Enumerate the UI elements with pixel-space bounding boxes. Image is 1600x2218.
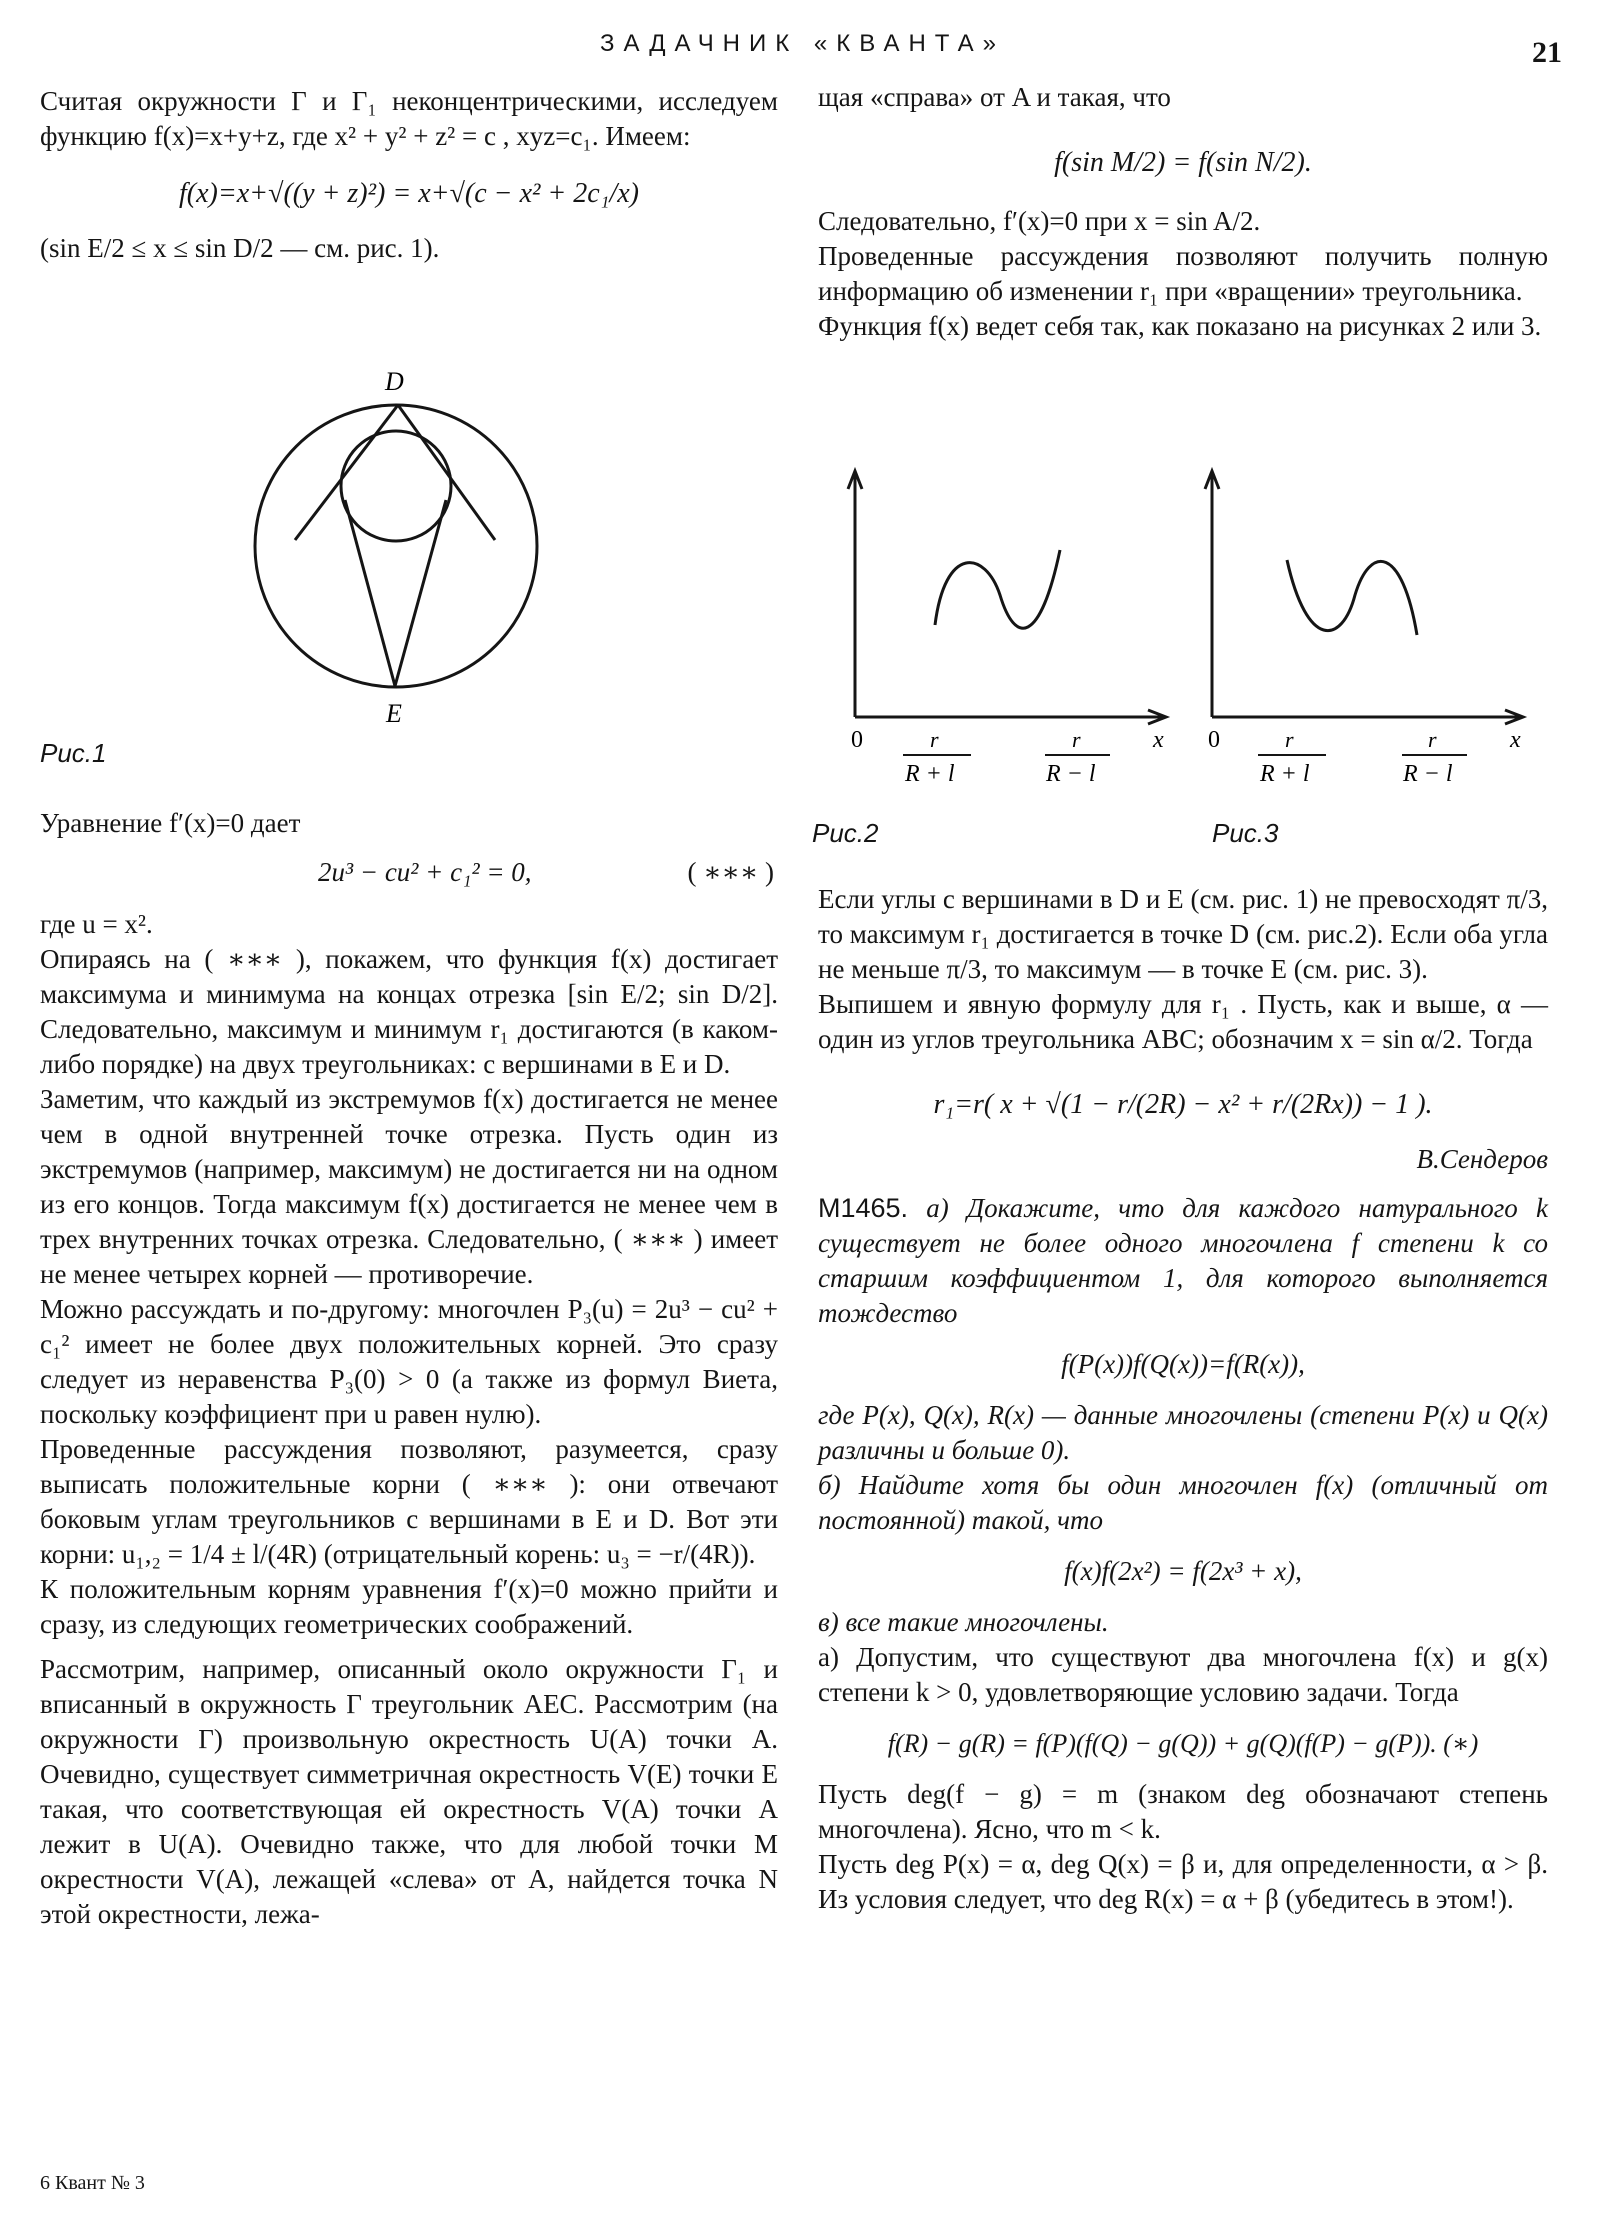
formula: f(x)=x+√((y + z)²) = x+√(c − x² + 2c₁/x) [179, 178, 639, 209]
figure-2 [835, 465, 1175, 800]
tick-label-numerator: r [1072, 727, 1081, 752]
problem-part-a: а) Докажите, что для каждого натурального k существует не более одного многочлена f степени k со старшим коэффициентом 1, для которого выполняется тождество [818, 1193, 1549, 1328]
equation: 2u³ − cu² + c₁² = 0, [318, 857, 532, 887]
tangent-line [398, 405, 495, 540]
formula: f(x)f(2x²) = f(2x³ + x), [1064, 1556, 1302, 1586]
vertex-label-d: D [385, 367, 404, 396]
left-column-bottom [40, 806, 778, 1932]
paragraph: где P(x), Q(x), R(x) — данные многочлены (степени P(x) и Q(x) различны и больше 0). [818, 1400, 1548, 1465]
formula: f(R) − g(R) = f(P)(f(Q) − g(Q)) + g(Q)(f(P) − g(P)). (∗) [887, 1729, 1479, 1758]
author-signature: В.Сендеров [1416, 1144, 1548, 1174]
problem-part-b: б) Найдите хотя бы один многочлен f(x) (отличный от постоянной) такой, что [818, 1470, 1548, 1535]
function-curve [1287, 560, 1417, 635]
right-column-bottom [818, 882, 1548, 1917]
origin-label: 0 [851, 727, 863, 753]
equation-tag: ( ∗∗∗ ) [687, 857, 774, 887]
paragraph: Уравнение f′(x)=0 дает [40, 808, 301, 838]
outer-circle [255, 405, 537, 687]
right-column-top [818, 80, 1548, 344]
paragraph: Если углы с вершинами в D и E (см. рис. 1) не превосходят π/3, то максимум r₁ достигается в точке D (см. рис.2). Если оба угла не меньше π/3, то максимум — в точке E (см. рис. 3). [818, 884, 1548, 984]
formula: r₁=r( x + √(1 − r/(2R) − x² + r/(2Rx)) − 1 ). [933, 1089, 1433, 1120]
tick-label-denominator: R + l [1260, 761, 1310, 787]
paragraph: (sin E/2 ≤ x ≤ sin D/2 — см. рис. 1). [40, 233, 440, 263]
paragraph: щая «справа» от A и такая, что [818, 82, 1171, 112]
problem-id: М1465. [818, 1193, 909, 1223]
problem-statement [818, 1191, 1548, 1331]
solution-paragraph: Пусть deg(f − g) = m (знаком deg обозначают степень многочлена). Ясно, что m < k. [818, 1779, 1548, 1844]
solution-paragraph: а) Допустим, что существуют два многочлена f(x) и g(x) степени k > 0, удовлетворяющие условию задачи. Тогда [818, 1642, 1548, 1707]
tick-label-denominator: R − l [1403, 761, 1453, 787]
tick-label-denominator: R + l [905, 761, 955, 787]
figure-3-caption: Рис.3 [1212, 818, 1279, 848]
tick-label-numerator: r [1285, 727, 1294, 752]
solution-paragraph: Пусть deg P(x) = α, deg Q(x) = β и, для определенности, α > β. Из условия следует, что deg R(x) = α + β (убедитесь в этом!). [818, 1849, 1548, 1914]
vertex-label-e: E [386, 699, 402, 728]
x-axis-label: x [1153, 727, 1164, 753]
paragraph: Заметим, что каждый из экстремумов f(x) достигается не менее чем в одной внутренней точке отрезка. Пусть один из экстремумов (например, максимум) не достигается ни на одном из его концов. Тогда максимум f(x) достигается не менее чем в трех внутренних точках отрезка. Следовательно, ( ∗∗∗ ) имеет не менее четырех корней — противоречие. [40, 1084, 778, 1289]
tangent-line [295, 405, 398, 540]
paragraph: Функция f(x) ведет себя так, как показано на рисунках 2 или 3. [818, 311, 1542, 341]
figure-2-caption: Рис.2 [812, 818, 879, 848]
equation-row [40, 849, 778, 899]
paragraph: Рассмотрим, например, описанный около окружности Γ₁ и вписанный в окружность Γ треугольник AEC. Рассмотрим (на окружности Γ) произвольную окрестность U(A) точки A. Очевидно, существует симметричная окрестность V(E) точки E такая, что соответствующая ей окрестность V(A) точки A лежит в U(A). Очевидно также, что для любой точки M окрестности V(A), лежащей «слева» от A, найдется точка N этой окрестности, лежа- [40, 1654, 778, 1929]
inner-circle [341, 431, 451, 541]
tick-label-numerator: r [1428, 727, 1437, 752]
function-curve [935, 550, 1060, 628]
page-number: 21 [1532, 36, 1562, 69]
paragraph: где u = x². [40, 909, 153, 939]
page-footer: 6 Квант № 3 [40, 2172, 145, 2194]
running-header: ЗАДАЧНИК «КВАНТА» [600, 30, 1006, 57]
paragraph: Выпишем и явную формулу для r₁ . Пусть, как и выше, α — один из углов треугольника ABC; обозначим x = sin α/2. Тогда [818, 989, 1548, 1054]
figure-3 [1192, 465, 1532, 800]
paragraph: Проведенные рассуждения позволяют, разумеется, сразу выписать положительные корни ( ∗∗∗ ): они отвечают боковым углам треугольников с вершинами в E и D. Вот эти корни: u₁,₂ = 1/4 ± l/(4R) (отрицательный корень: u₃ = −r/(4R)). [40, 1434, 778, 1569]
formula: f(sin M/2) = f(sin N/2). [1054, 147, 1312, 178]
paragraph: Следовательно, f′(x)=0 при x = sin A/2. [818, 206, 1261, 236]
x-axis-label: x [1510, 727, 1521, 753]
paragraph: Можно рассуждать и по-другому: многочлен P₃(u) = 2u³ − cu² + c₁² имеет не более двух положительных корней. Это сразу следует из неравенства P₃(0) > 0 (а также из формул Виета, поскольку коэффициент при u равен нулю). [40, 1294, 778, 1429]
paragraph: К положительным корням уравнения f′(x)=0 можно прийти и сразу, из следующих геометрических соображений. [40, 1574, 778, 1639]
figure-1 [240, 360, 560, 740]
paragraph: Проведенные рассуждения позволяют получить полную информацию об изменении r₁ при «вращении» треугольника. [818, 241, 1548, 306]
tangent-line [345, 500, 395, 686]
problem-part-c: в) все такие многочлены. [818, 1607, 1109, 1637]
figure-1-caption: Рис.1 [40, 738, 107, 768]
paragraph: Опираясь на ( ∗∗∗ ), покажем, что функция f(x) достигает максимума и минимума на концах отрезка [sin E/2; sin D/2]. Следовательно, максимум и минимум r₁ достигаются (в каком-либо порядке) на двух треугольниках: с вершинами в E и D. [40, 944, 778, 1079]
tangent-line [395, 500, 446, 686]
paragraph: Считая окружности Γ и Γ₁ неконцентрическими, исследуем функцию f(x)=x+y+z, где x² + y² + z² = c , xyz=c₁. Имеем: [40, 86, 778, 151]
formula: f(P(x))f(Q(x))=f(R(x)), [1061, 1349, 1305, 1379]
tick-label-numerator: r [930, 727, 939, 752]
left-column-top [40, 84, 778, 266]
origin-label: 0 [1208, 727, 1220, 753]
tick-label-denominator: R − l [1046, 761, 1096, 787]
